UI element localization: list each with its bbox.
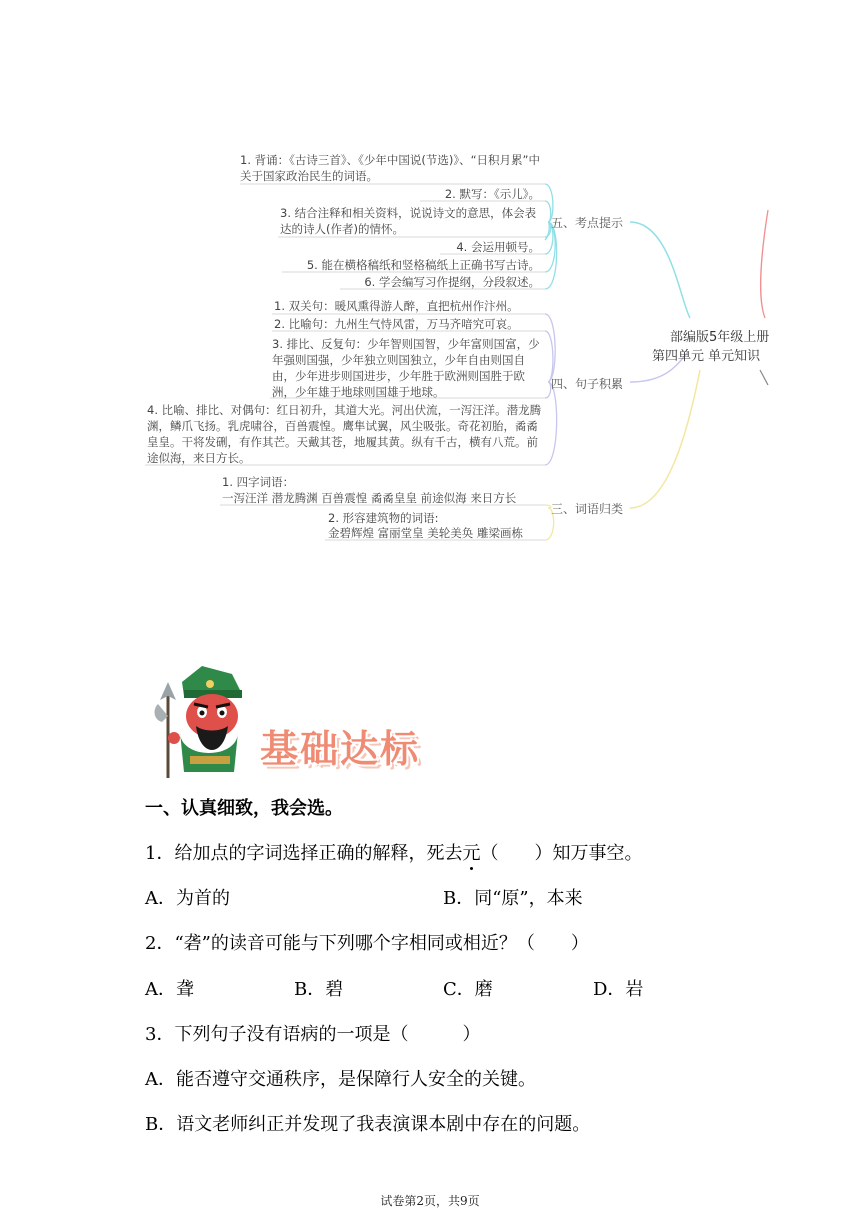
question-1-dotted-char: 元: [462, 843, 481, 864]
mm-item-5-5: 5. 能在横格稿纸和竖格稿纸上正确书写古诗。: [306, 258, 540, 272]
question-2: 2．“砻”的读音可能与下列哪个字相同或相近？（ ）: [145, 933, 589, 954]
question-1: [145, 842, 642, 866]
mm-item-4-1: 1. 双关句：暖风熏得游人醉，直把杭州作汴州。: [274, 299, 519, 313]
question-3-option-a: A．能否遵守交通秩序，是保障行人安全的关键。: [145, 1069, 536, 1090]
mm-item-5-1: 1. 背诵：《古诗三首》、《少年中国说(节选)》、“日积月累”中关于国家政治民生的词语。: [240, 153, 541, 183]
mm-root-line1: 部编版5年级上册: [670, 330, 770, 345]
mm-root-line2: 第四单元 单元知识: [652, 349, 761, 364]
question-2-option-a: A．聋: [145, 979, 194, 1000]
mm-item-5-3: 3. 结合注释和相关资料，说说诗文的意思，体会表达的诗人(作者)的情怀。: [280, 206, 537, 236]
section-heading: 一、认真细致，我会选。: [145, 798, 343, 819]
mm-branch-5: 五、考点提示: [551, 216, 624, 230]
question-2-option-b: B．碧: [294, 979, 344, 1000]
mm-item-5-2: 2. 默写：《示儿》。: [444, 187, 540, 201]
mind-map: [0, 0, 860, 560]
mm-branch-4: 四、句子积累: [551, 377, 624, 391]
mm-item-3-1: 1. 四字词语：: [222, 475, 295, 489]
question-3-option-b: B．语文老师纠正并发现了我表演课本剧中存在的问题。: [145, 1114, 591, 1135]
mm-item-5-6: 6. 学会编写习作提纲，分段叙述。: [364, 275, 540, 289]
general-mascot-icon: [150, 660, 260, 785]
banner-title: 基础达标: [260, 727, 421, 771]
question-1-option-b: B．同“原”，本来: [443, 888, 583, 909]
question-2-option-c: C．磨: [443, 979, 493, 1000]
page-footer: 试卷第2页，共9页: [380, 1194, 480, 1208]
mm-item-5-4: 4. 会运用顿号。: [456, 240, 540, 254]
mm-item-3-2: 一泻汪洋 潜龙腾渊 百兽震惶 矞矞皇皇 前途似海 来日方长: [222, 491, 517, 505]
mm-item-4-3: 3. 排比、反复句：少年智则国智，少年富则国富，少年强则国强，少年独立则国独立，少年自由则国自由，少年进步则国进步，少年胜于欧洲则国胜于欧洲，少年雄于地球则国雄于地球。: [272, 337, 540, 399]
question-1-option-a: A．为首的: [145, 888, 230, 909]
mm-branch-3: 三、词语归类: [551, 502, 624, 516]
mm-item-4-2: 2. 比喻句：九州生气恃风雷，万马齐喑究可哀。: [274, 317, 519, 331]
mm-item-3-4: 金碧辉煌 富丽堂皇 美轮美奂 雕梁画栋: [328, 526, 523, 540]
question-1-text-after: （ ）知万事空。: [480, 843, 643, 864]
question-3: 3．下列句子没有语病的一项是（ ）: [145, 1024, 481, 1045]
question-1-text-before: 1．给加点的字词选择正确的解释，死去: [145, 843, 463, 864]
mm-item-4-4: 4. 比喻、排比、对偶句：红日初升，其道大光。河出伏流，一泻汪洋。潜龙腾渊，鳞爪飞扬。乳虎啸谷，百兽震惶。鹰隼试翼，风尘吸张。奇花初胎，矞矞皇皇。干将发硎，有作其芒。天戴其苍，地履其黄。纵有千古，横有八荒。前途似海，来日方长。: [147, 403, 542, 465]
mm-root: [648, 328, 860, 370]
mm-item-3-3: 2. 形容建筑物的词语:: [328, 511, 439, 525]
question-2-option-d: D．岩: [593, 979, 644, 1000]
banner: [150, 660, 470, 785]
